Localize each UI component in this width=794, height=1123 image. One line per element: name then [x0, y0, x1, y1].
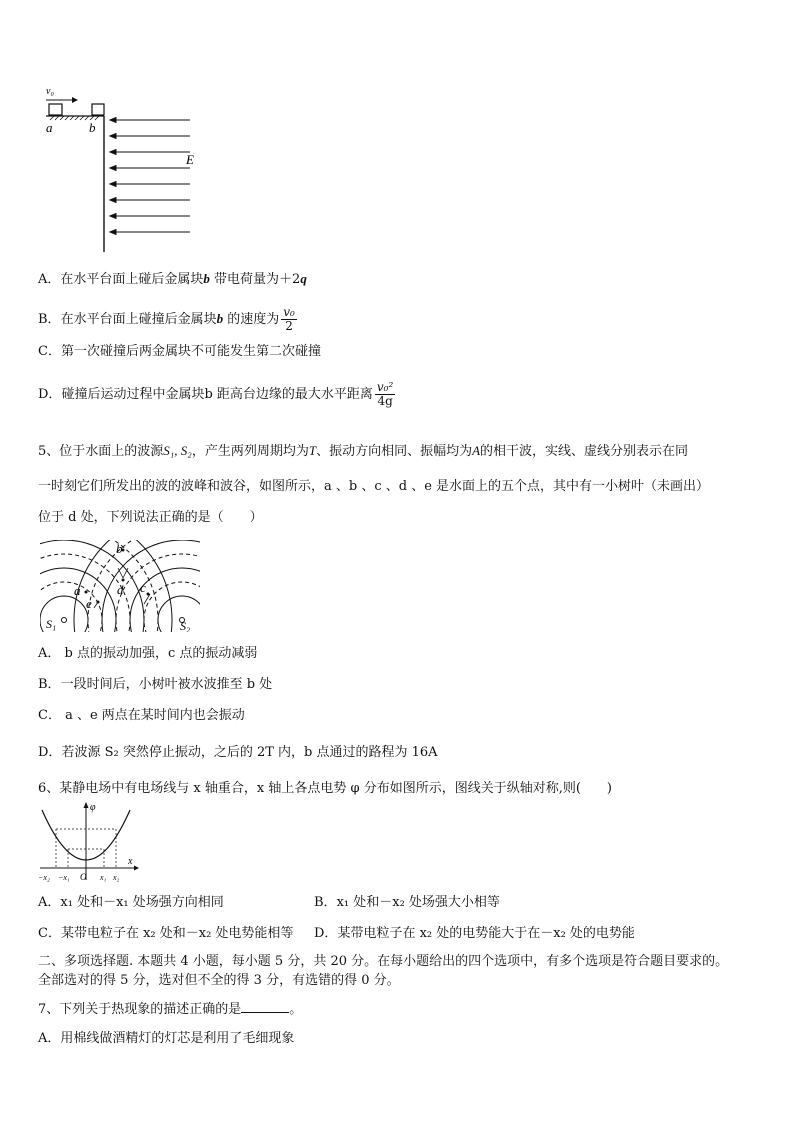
- q4-option-d[interactable]: D．碰撞后运动过程中金属块b 距高台边缘的最大水平距离 $\frac{\text{v₀²}}{4g}$: [38, 380, 394, 408]
- v0-label: v₀: [46, 86, 54, 97]
- axis-phi-label: φ: [90, 802, 96, 813]
- q6-option-c[interactable]: C．某带电粒子在 x₂ 处和－x₂ 处电势能相等: [38, 926, 294, 941]
- tick-neg-x1: −x₁: [58, 873, 70, 882]
- tick-x1: x₁: [100, 873, 107, 882]
- tick-x2: x₂: [113, 873, 120, 882]
- wave-label-S1: S₁: [46, 617, 57, 631]
- label-b: b: [89, 120, 96, 135]
- fraction-v0-over-2: $\frac{\text{v₀}}{2}$: [283, 305, 295, 333]
- wave-label-a: a: [74, 583, 81, 598]
- q5-stem-line3: 位于 d 处，下列说法正确的是（ ）: [38, 510, 263, 525]
- label-E: E: [186, 152, 194, 167]
- q6-option-a[interactable]: A．x₁ 处和－x₁ 处场强方向相同: [38, 895, 224, 910]
- q5-option-a[interactable]: A． b 点的振动加强，c 点的振动减弱: [38, 646, 258, 661]
- wave-label-c: c: [140, 580, 146, 595]
- block-a: [49, 104, 62, 115]
- wave-label-S2: S₂: [180, 619, 191, 632]
- figure-wave-interference: [40, 540, 200, 632]
- tick-neg-x2: −x₂: [38, 873, 50, 882]
- section2-line2: 全部选对的得 5 分，选对但不全的得 3 分，有选错的得 0 分。: [38, 973, 400, 988]
- tick-origin: O: [80, 872, 87, 882]
- section2-line1: 二、多项选择题. 本题共 4 小题，每小题 5 分，共 20 分。在每小题给出的四个选项中，有多个选项是符合题目要求的。: [38, 954, 729, 969]
- q5-stem-line2: 一时刻它们所发出的波的波峰和波谷，如图所示，a 、b 、c 、d 、e 是水面上的五个点，其中有一小树叶（未画出）: [38, 479, 710, 494]
- q4-option-c[interactable]: C．第一次碰撞后两金属块不可能发生第二次碰撞: [38, 344, 321, 359]
- q5-option-d[interactable]: D．若波源 S₂ 突然停止振动，之后的 2T 内，b 点通过的路程为 16A: [38, 745, 438, 760]
- wave-label-e: e: [86, 596, 92, 611]
- q5-stem-line1: 5、位于水面上的波源S₁, S₂，产生两列周期均为T、振动方向相同、振幅均为A的相干波，实线、虚线分别表示在同: [38, 443, 689, 459]
- q6-option-d[interactable]: D．某带电粒子在 x₂ 处的电势能大于在－x₂ 处的电势能: [314, 926, 635, 941]
- fraction-v0sq-over-4g: $\frac{\text{v₀²}}{4g}$: [376, 380, 394, 408]
- wave-label-b: b: [116, 541, 123, 556]
- label-a: a: [46, 120, 53, 135]
- q6-stem: 6、某静电场中有电场线与 x 轴重合，x 轴上各点电势 φ 分布如图所示，图线关于纵轴对称,则( ): [38, 781, 612, 796]
- figure-field-blocks: [38, 82, 208, 254]
- field-lines: [110, 118, 190, 235]
- q5-option-c[interactable]: C． a 、e 两点在某时间内也会振动: [38, 708, 245, 723]
- q4-option-a[interactable]: A．在水平台面上碰后金属块b 带电荷量为＋2q: [38, 271, 307, 287]
- answer-blank[interactable]: [241, 1000, 289, 1013]
- q5-option-b[interactable]: B．一段时间后，小树叶被水波推至 b 处: [38, 677, 273, 692]
- q6-option-b[interactable]: B．x₁ 处和－x₂ 处场强大小相等: [314, 895, 500, 910]
- block-b: [92, 104, 104, 115]
- wave-label-d: d: [117, 582, 124, 597]
- axis-x-label: x: [128, 856, 133, 867]
- q4-option-b[interactable]: B．在水平台面上碰撞后金属块b 的速度为 $\frac{\text{v₀}}{2}$: [38, 305, 295, 333]
- figure-potential-curve: [36, 800, 140, 884]
- q7-option-a[interactable]: A．用棉线做酒精灯的灯芯是利用了毛细现象: [38, 1031, 295, 1046]
- q7-stem: 7、下列关于热现象的描述正确的是 。: [38, 1002, 303, 1017]
- source-S1: [62, 618, 67, 623]
